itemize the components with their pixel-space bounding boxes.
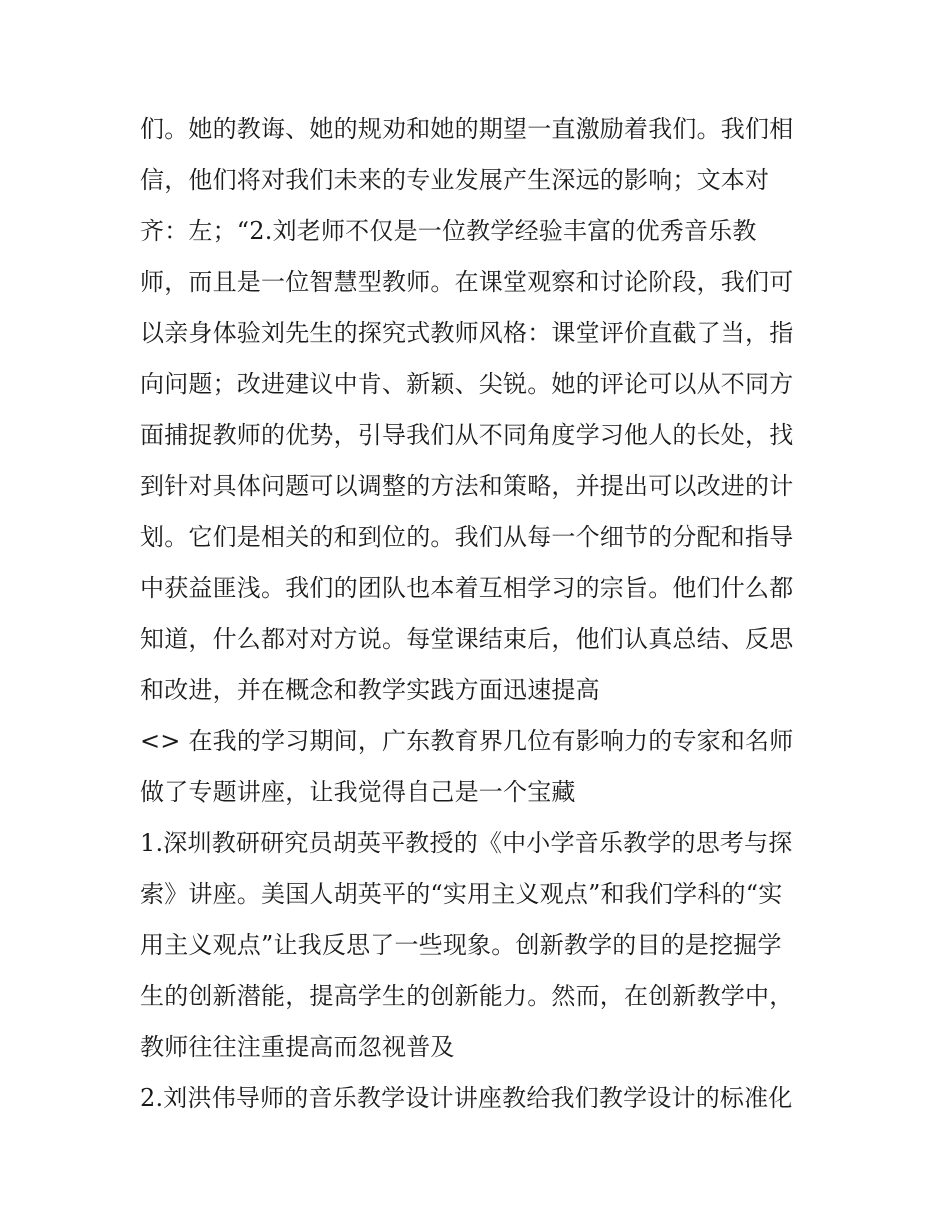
text-line: 划。它们是相关的和到位的。我们从每一个细节的分配和指导 [140,523,794,551]
text-line: 齐：左；“2.刘老师不仅是一位教学经验丰富的优秀音乐教 [140,217,757,245]
text-line: 2.刘洪伟导师的音乐教学设计讲座教给我们教学设计的标准化 [140,1084,793,1112]
text-line: 面捕捉教师的优势，引导我们从不同角度学习他人的长处，找 [140,421,794,449]
text-line: 做了专题讲座，让我觉得自己是一个宝藏 [140,778,576,806]
text-line: 和改进，并在概念和教学实践方面迅速提高 [140,676,600,704]
text-line: 们。她的教诲、她的规劝和她的期望一直激励着我们。我们相 [140,115,794,143]
text-line: 中获益匪浅。我们的团队也本着互相学习的宗旨。他们什么都 [140,574,794,602]
text-line: <> 在我的学习期间，广东教育界几位有影响力的专家和名师 [140,727,794,755]
text-line: 师，而且是一位智慧型教师。在课堂观察和讨论阶段，我们可 [140,268,794,296]
text-line: 到针对具体问题可以调整的方法和策略，并提出可以改进的计 [140,472,794,500]
text-line: 教师往往注重提高而忽视普及 [140,1033,455,1061]
text-line: 信，他们将对我们未来的专业发展产生深远的影响；文本对 [140,166,770,194]
document-body [140,104,820,1124]
text-line: 用主义观点”让我反思了一些现象。创新教学的目的是挖掘学 [140,931,782,959]
text-line: 生的创新潜能，提高学生的创新能力。然而，在创新教学中， [140,982,794,1010]
text-line: 向问题；改进建议中肯、新颖、尖锐。她的评论可以从不同方 [140,370,794,398]
text-line: 知道，什么都对对方说。每堂课结束后，他们认真总结、反思 [140,625,794,653]
text-line: 以亲身体验刘先生的探究式教师风格：课堂评价直截了当，指 [140,319,794,347]
text-line: 索》讲座。美国人胡英平的“实用主义观点”和我们学科的“实 [140,880,783,908]
text-line: 1.深圳教研研究员胡英平教授的《中小学音乐教学的思考与探 [140,829,793,857]
